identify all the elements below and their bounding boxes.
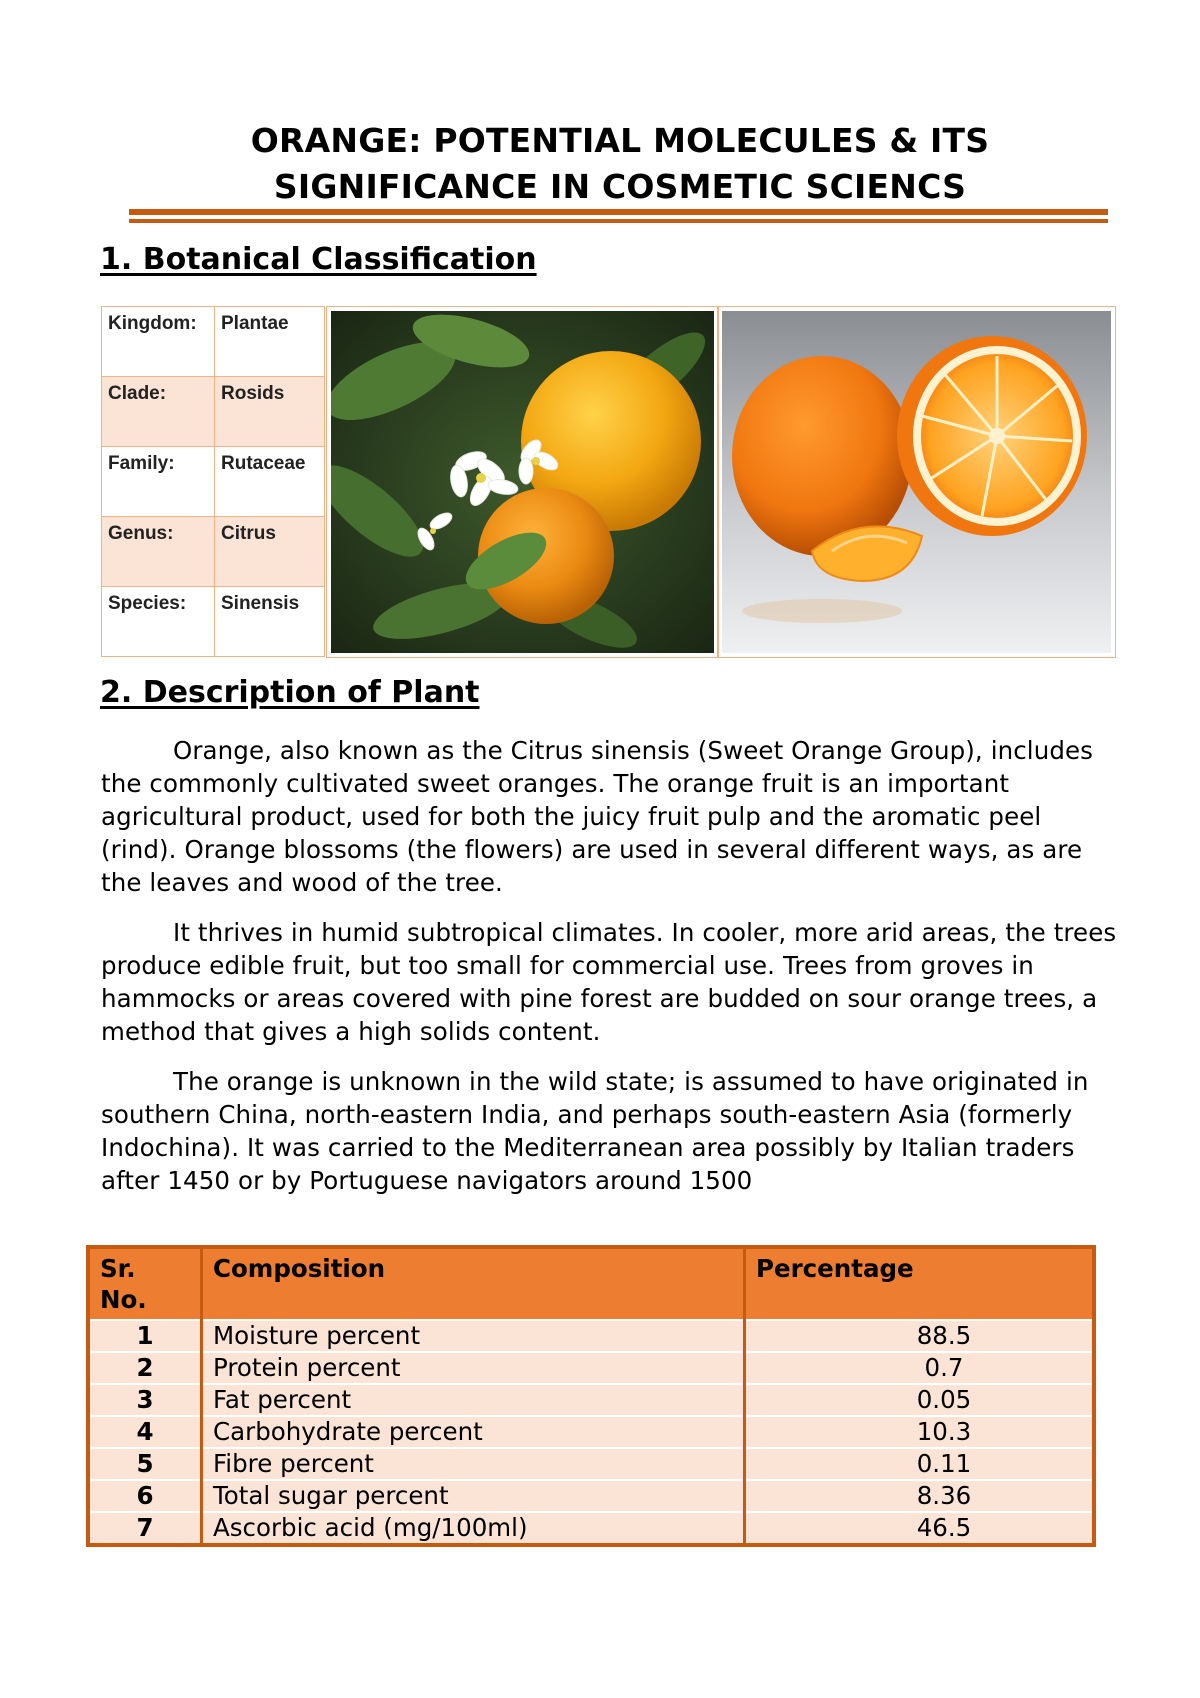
- composition-header-row: [88, 1247, 1094, 1320]
- description-paragraph: Orange, also known as the Citrus sinensis (Sweet Orange Group), includes the commonly cultivated sweet oranges. The orange fruit is an important agricultural product, used for both the juicy fruit pulp and the aromatic peel (rind). Orange blossoms (the flowers) are used in several different ways, as are the leaves and wood of the tree.: [101, 736, 1094, 897]
- row-percentage: 0.05: [745, 1384, 1095, 1416]
- classification-row: [102, 307, 325, 377]
- classification-table: [101, 306, 325, 657]
- row-percentage: 10.3: [745, 1416, 1095, 1448]
- composition-table: [86, 1245, 1096, 1547]
- row-composition: Carbohydrate percent: [202, 1416, 745, 1448]
- classification-label: Clade:: [102, 377, 215, 447]
- header-percentage: Percentage: [745, 1247, 1095, 1320]
- description-paragraph: The orange is unknown in the wild state; is assumed to have originated in southern China, north-eastern India, and perhaps south-eastern Asia (formerly Indochina). It was carried to the Mediterranean area possibly by Italian traders after 1450 or by Portuguese navigators around 1500: [101, 1067, 1089, 1195]
- classification-row: [102, 517, 325, 587]
- classification-row: [102, 587, 325, 657]
- classification-label: Genus:: [102, 517, 215, 587]
- orange-fruit-photo: [717, 306, 1116, 658]
- row-sr: 4: [88, 1416, 202, 1448]
- row-percentage: 8.36: [745, 1480, 1095, 1512]
- row-sr: 5: [88, 1448, 202, 1480]
- table-row: [88, 1480, 1094, 1512]
- classification-value: Sinensis: [215, 587, 325, 657]
- orange-tree-photo: [326, 306, 719, 658]
- classification-label: Family:: [102, 447, 215, 517]
- section-heading-description: 2. Description of Plant: [100, 675, 480, 710]
- row-sr: 2: [88, 1352, 202, 1384]
- classification-value: Rutaceae: [215, 447, 325, 517]
- table-row: [88, 1448, 1094, 1480]
- row-composition: Fat percent: [202, 1384, 745, 1416]
- header-composition: Composition: [202, 1247, 745, 1320]
- row-percentage: 88.5: [745, 1320, 1095, 1352]
- row-composition: Moisture percent: [202, 1320, 745, 1352]
- classification-value: Plantae: [215, 307, 325, 377]
- row-composition: Ascorbic acid (mg/100ml): [202, 1512, 745, 1545]
- table-row: [88, 1320, 1094, 1352]
- section-heading-classification: 1. Botanical Classification: [100, 242, 537, 277]
- classification-value: Rosids: [215, 377, 325, 447]
- row-composition: Protein percent: [202, 1352, 745, 1384]
- header-sr-no: Sr. No.: [88, 1247, 202, 1320]
- classification-row: [102, 377, 325, 447]
- row-percentage: 46.5: [745, 1512, 1095, 1545]
- row-percentage: 0.11: [745, 1448, 1095, 1480]
- classification-value: Citrus: [215, 517, 325, 587]
- row-percentage: 0.7: [745, 1352, 1095, 1384]
- title-line-2: SIGNIFICANCE IN COSMETIC SCIENCS: [273, 167, 967, 206]
- row-composition: Fibre percent: [202, 1448, 745, 1480]
- row-sr: 6: [88, 1480, 202, 1512]
- row-sr: 3: [88, 1384, 202, 1416]
- title-line-1: ORANGE: POTENTIAL MOLECULES & ITS: [250, 121, 990, 160]
- document-title: [100, 118, 1140, 210]
- classification-label: Kingdom:: [102, 307, 215, 377]
- table-row: [88, 1512, 1094, 1545]
- classification-row: [102, 447, 325, 517]
- table-row: [88, 1384, 1094, 1416]
- table-row: [88, 1352, 1094, 1384]
- row-composition: Total sugar percent: [202, 1480, 745, 1512]
- classification-label: Species:: [102, 587, 215, 657]
- description-paragraph: It thrives in humid subtropical climates. In cooler, more arid areas, the trees produce edible fruit, but too small for commercial use. Trees from groves in hammocks or areas covered with pine forest are budded on sour orange trees, a method that gives a high solids content.: [101, 918, 1117, 1046]
- row-sr: 7: [88, 1512, 202, 1545]
- row-sr: 1: [88, 1320, 202, 1352]
- table-row: [88, 1416, 1094, 1448]
- title-double-rule: [129, 209, 1108, 226]
